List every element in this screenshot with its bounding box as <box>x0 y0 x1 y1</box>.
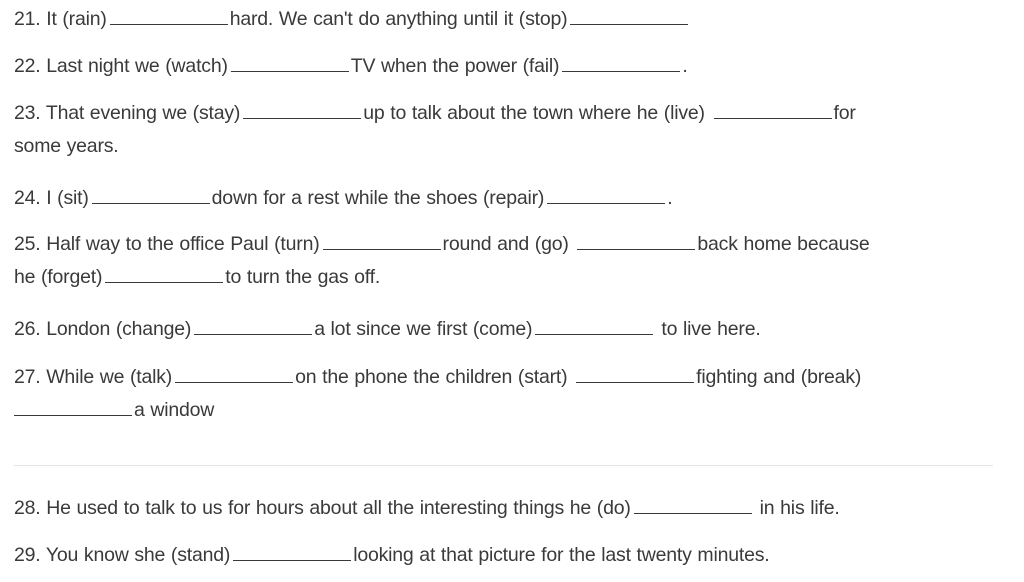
answer-blank[interactable] <box>547 202 665 204</box>
exercise-28 <box>14 490 999 527</box>
answer-blank[interactable] <box>323 248 441 250</box>
answer-blank[interactable] <box>14 414 132 416</box>
exercise-text: round and (go) <box>442 233 569 255</box>
exercise-text: . <box>682 55 688 77</box>
answer-blank[interactable] <box>105 281 223 283</box>
exercise-26 <box>14 311 999 348</box>
answer-blank[interactable] <box>92 202 210 204</box>
exercise-text: to live here. <box>661 318 761 340</box>
exercise-text: 27. While we (talk) <box>14 366 173 388</box>
exercise-text: up to talk about the town where he (live) <box>363 102 705 124</box>
exercise-21 <box>14 1 999 38</box>
answer-blank[interactable] <box>535 333 653 335</box>
exercise-text: a window <box>134 399 215 421</box>
answer-blank[interactable] <box>634 512 752 514</box>
exercise-text: down for a rest while the shoes (repair) <box>211 187 545 209</box>
exercise-text: 22. Last night we (watch) <box>14 55 228 77</box>
answer-blank[interactable] <box>175 381 293 383</box>
exercise-27 <box>14 359 999 429</box>
answer-blank[interactable] <box>231 70 349 72</box>
section-divider <box>14 465 993 466</box>
exercise-text: 26. London (change) <box>14 318 192 340</box>
exercise-text: fighting and (break) <box>696 366 862 388</box>
answer-blank[interactable] <box>194 333 312 335</box>
exercise-text: . <box>667 187 673 209</box>
exercise-22 <box>14 48 999 85</box>
exercise-text: 23. That evening we (stay) <box>14 102 241 124</box>
exercise-29 <box>14 537 999 574</box>
exercise-text: 25. Half way to the office Paul (turn) <box>14 233 320 255</box>
answer-blank[interactable] <box>233 559 351 561</box>
exercise-25 <box>14 226 999 296</box>
exercise-24 <box>14 180 999 217</box>
exercise-text: looking at that picture for the last twenty minutes. <box>353 544 770 566</box>
exercise-text: 29. You know she (stand) <box>14 544 231 566</box>
answer-blank[interactable] <box>576 381 694 383</box>
exercise-text: hard. We can't do anything until it (stop) <box>229 8 568 30</box>
exercise-text: TV when the power (fail) <box>350 55 560 77</box>
exercise-text: a lot since we first (come) <box>314 318 533 340</box>
answer-blank[interactable] <box>714 117 832 119</box>
exercise-text: to turn the gas off. <box>225 266 381 288</box>
answer-blank[interactable] <box>570 23 688 25</box>
exercise-text: on the phone the children (start) <box>295 366 568 388</box>
exercise-text: for <box>833 102 856 124</box>
exercise-text: 24. I (sit) <box>14 187 89 209</box>
answer-blank[interactable] <box>110 23 228 25</box>
answer-blank[interactable] <box>577 248 695 250</box>
answer-blank[interactable] <box>243 117 361 119</box>
exercise-text: some years. <box>14 135 119 157</box>
exercise-text: he (forget) <box>14 266 103 288</box>
exercise-23 <box>14 95 999 165</box>
exercise-text: back home because <box>697 233 870 255</box>
exercise-text: in his life. <box>759 497 840 519</box>
exercise-text: 21. It (rain) <box>14 8 107 30</box>
answer-blank[interactable] <box>562 70 680 72</box>
exercise-text: 28. He used to talk to us for hours about all the interesting things he (do) <box>14 497 631 519</box>
